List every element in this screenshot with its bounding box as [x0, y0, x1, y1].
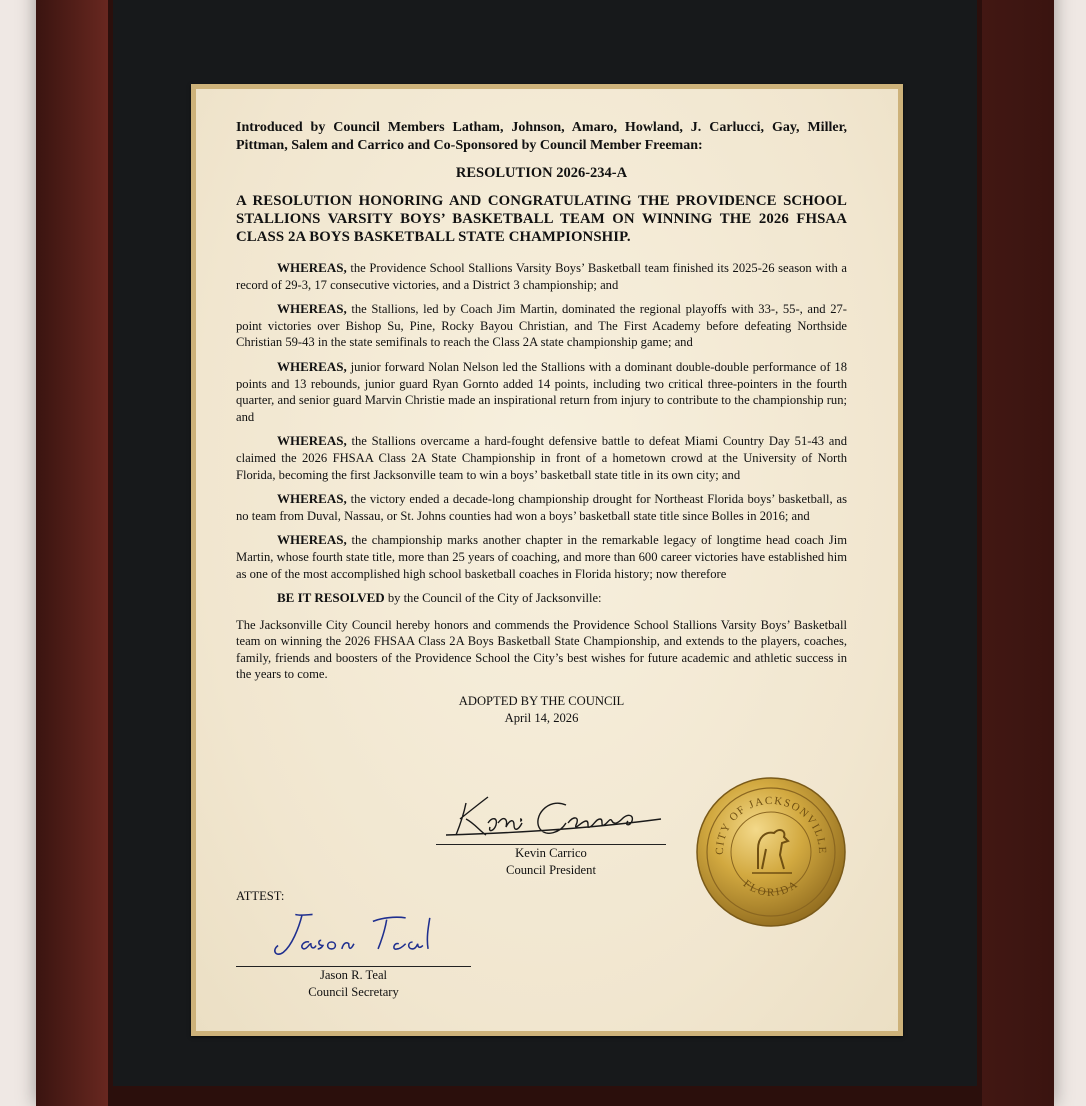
- whereas-text: junior forward Nolan Nelson led the Stallions with a dominant double-double performance of 18 points and 13 rebounds, junior guard Ryan Gornto added 14 points, including two critical three-pointers in the fourth quarter, and senior guard Marvin Christie made an inspirational return from injury to contribute to the championship run; and: [236, 359, 847, 424]
- whereas-text: the Stallions overcame a hard-fought defensive battle to defeat Miami Country Day 51-43 and claimed the 2026 FHSAA Class 2A State Championship in front of a hometown crowd at the University of North Florida, becoming the first Jacksonville team to win a boys’ basketball state title in its own city; and: [236, 434, 847, 482]
- signer-title: Council Secretary: [308, 984, 399, 999]
- whereas-paragraph: [236, 260, 847, 293]
- whereas-text: the victory ended a decade-long championship drought for Northeast Florida boys’ basketball, as no team from Duval, Nassau, or St. Johns counties had won a boys’ basketball state title since Bolles in 2016; and: [236, 492, 847, 523]
- president-signature-block: [436, 789, 666, 878]
- resolution-number: RESOLUTION 2026-234-A: [455, 165, 628, 181]
- seal-bottom-text: FLORIDA: [740, 877, 802, 899]
- whereas-label: WHEREAS,: [277, 260, 347, 275]
- whereas-label: WHEREAS,: [277, 301, 347, 317]
- whereas-paragraph: [236, 491, 847, 524]
- adopted-by-council: ADOPTED BY THE COUNCIL: [458, 694, 625, 709]
- signer-name: Jason R. Teal: [319, 968, 388, 982]
- whereas-paragraph: [236, 301, 847, 351]
- whereas-label: WHEREAS,: [277, 433, 347, 449]
- signer-title: Council President: [506, 862, 596, 877]
- introduced-by: Introduced by Council Members Latham, Johnson, Amaro, Howland, J. Carlucci, Gay, Miller, Pittman, Salem and Carrico and Co-Sponsored by Council Member Freeman:: [236, 120, 847, 153]
- city-seal-icon: [696, 777, 846, 927]
- whereas-paragraph: [236, 359, 847, 425]
- resolved-text: by the Council of the City of Jacksonville:: [384, 591, 602, 606]
- whereas-text: the championship marks another chapter in the remarkable legacy of longtime head coach Jim Martin, whose fourth state title, more than 25 years of coaching, and more than 600 career victories have established him as one of the most accomplished high school basketball coaches in Florida history; now therefore: [236, 533, 847, 581]
- resolution-document: [196, 89, 898, 1031]
- seal-top-text: CITY OF JACKSONVILLE: [713, 794, 829, 855]
- document-content: [236, 119, 847, 726]
- be-it-resolved: [236, 590, 847, 607]
- attest-label: ATTEST:: [236, 889, 285, 903]
- adopted-date: April 14, 2026: [504, 710, 579, 725]
- whereas-label: WHEREAS,: [277, 532, 347, 548]
- secretary-signature-block: [236, 911, 471, 1000]
- resolved-label: BE IT RESOLVED: [277, 590, 385, 606]
- whereas-text: the Providence School Stallions Varsity Boys’ Basketball team finished its 2025-26 season with a record of 29-3, 17 consecutive victories, and a District 3 championship; and: [236, 261, 847, 292]
- resolution-title: A RESOLUTION HONORING AND CONGRATULATING THE PROVIDENCE SCHOOL STALLIONS VARSITY BOYS’ BASKETBALL TEAM ON WINNING THE 2026 FHSAA CLASS 2A BOYS BASKETBALL STATE CHAMPIONSHIP.: [236, 193, 847, 245]
- whereas-label: WHEREAS,: [277, 358, 347, 374]
- whereas-text: the Stallions, led by Coach Jim Martin, dominated the regional playoffs with 33-, 55-, and 27-point victories over Bishop Su, Pine, Rocky Bayou Christian, and The First Academy before defeating Northside Christian 59-43 in the state semifinals to reach the Class 2A state championship game; and: [236, 302, 847, 350]
- whereas-paragraph: [236, 433, 847, 483]
- signer-name: Kevin Carrico: [515, 846, 587, 860]
- whereas-label: WHEREAS,: [277, 491, 347, 507]
- president-signature: [436, 789, 666, 839]
- secretary-signature: [236, 911, 471, 961]
- resolution-body: The Jacksonville City Council hereby honors and commends the Providence School Stallions Varsity Boys’ Basketball team on winning the 2026 FHSAA Class 2A Boys Basketball State Championship, and extends to the players, coaches, family, friends and boosters of the Providence School the City’s best wishes for future academic and athletic success in the years to come.: [236, 617, 847, 682]
- whereas-paragraph: [236, 532, 847, 582]
